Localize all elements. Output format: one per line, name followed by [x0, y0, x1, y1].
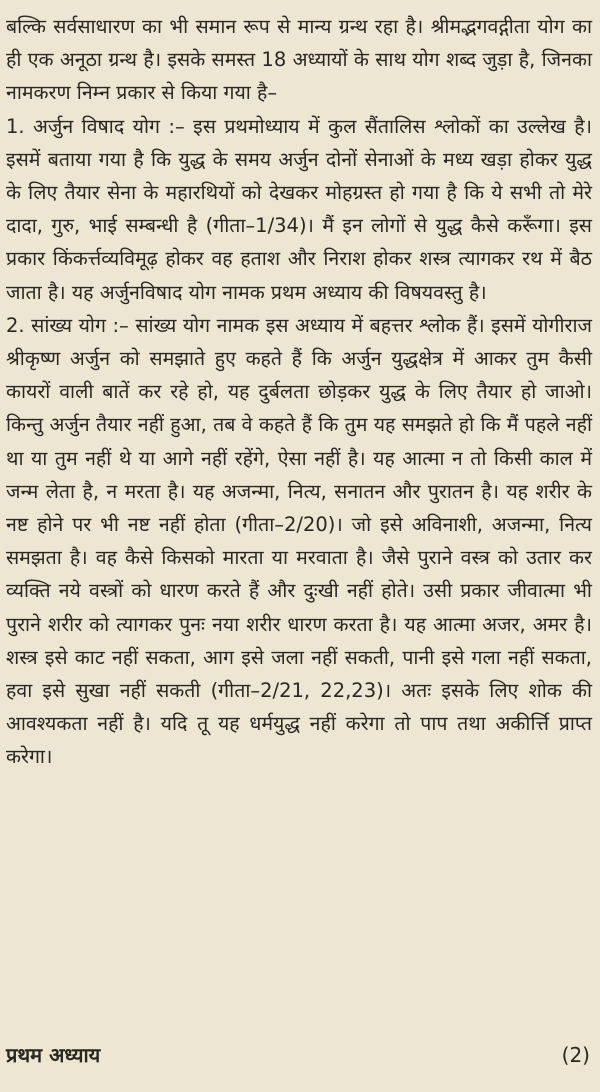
- section-heading: 1. अर्जुन विषाद योग :–: [6, 114, 185, 138]
- section-heading: 2. सांख्य योग :–: [6, 313, 129, 337]
- section-arjun-vishad-yog: [6, 110, 592, 309]
- section-text: इस प्रथमोध्याय में कुल सैंतालिस श्लोकों का उल्लेख है। इसमें बताया गया है कि युद्ध के समय अर्जुन दोनों सेनाओं के मध्य खड़ा होकर युद्ध के लिए तैयार सेना के महारथियों को देखकर मोहग्रस्त हो गया है कि ये सभी तो मेरे दादा, गुरु, भाई सम्बन्धी है (गीता–1/34)। मैं इन लोगों से युद्ध कैसे करूँगा। इस प्रकार किंकर्त्तव्यविमूढ़ होकर वह हताश और निराश होकर शस्त्र त्यागकर रथ में बैठ जाता है। यह अर्जुनविषाद योग नामक प्रथम अध्याय की विषयवस्तु है।: [6, 114, 592, 304]
- page-number: (2): [561, 1043, 590, 1067]
- intro-paragraph: बल्कि सर्वसाधारण का भी समान रूप से मान्य ग्रन्थ रहा है। श्रीमद्भगवद्गीता योग का ही एक अनूठा ग्रन्थ है। इसके समस्त 18 अध्यायों के साथ योग शब्द जुड़ा है, जिनका नामकरण निम्न प्रकार से किया गया है–: [6, 15, 592, 105]
- chapter-title: प्रथम अध्याय: [6, 1043, 101, 1067]
- page-footer: [6, 1040, 590, 1070]
- page-body: [6, 10, 592, 774]
- section-sankhya-yog: [6, 309, 592, 774]
- section-text: सांख्य योग नामक इस अध्याय में बहत्तर श्लोक हैं। इसमें योगीराज श्रीकृष्ण अर्जुन को समझाते हुए कहते हैं कि अर्जुन युद्धक्षेत्र में आकर तुम कैसी कायरों वाली बातें कर रहे हो, यह दुर्बलता छोड़कर युद्ध के लिए तैयार हो जाओ। किन्तु अर्जुन तैयार नहीं हुआ, तब वे कहते हैं कि तुम यह समझते हो कि मैं पहले नहीं था या तुम नहीं थे या आगे नहीं रहेंगे, ऐसा नहीं है। यह आत्मा न तो किसी काल में जन्म लेता है, न मरता है। यह अजन्मा, नित्य, सनातन और पुरातन है। यह शरीर के नष्ट होने पर भी नष्ट नहीं होता (गीता–2/20)। जो इसे अविनाशी, अजन्मा, नित्य समझता है। वह कैसे किसको मारता या मरवाता है। जैसे पुराने वस्त्र को उतार कर व्यक्ति नये वस्त्रों को धारण करते हैं और दुःखी नहीं होते। उसी प्रकार जीवात्मा भी पुराने शरीर को त्यागकर पुनः नया शरीर धारण करता है। यह आत्मा अजर, अमर है। शस्त्र इसे काट नहीं सकता, आग इसे जला नहीं सकती, पानी इसे गला नहीं सकता, हवा इसे सुखा नहीं सकती (गीता–2/21, 22,23)। अतः इसके लिए शोक की आवश्यकता नहीं है। यदि तू यह धर्मयुद्ध नहीं करेगा तो पाप तथा अकीर्त्ति प्राप्त करेगा।: [6, 313, 593, 769]
